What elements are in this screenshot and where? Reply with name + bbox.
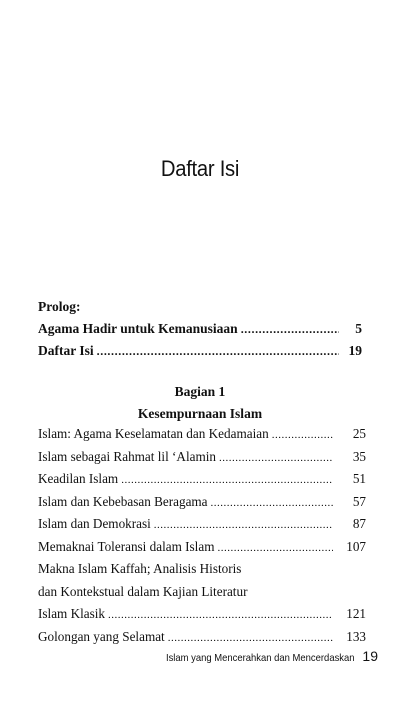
- toc-entry-page: 57: [352, 493, 366, 509]
- dot-leader: [108, 604, 333, 627]
- toc-entry[interactable]: [38, 423, 366, 446]
- toc-entry-continued[interactable]: [38, 581, 366, 604]
- prolog-heading-label: Prolog:: [38, 299, 81, 314]
- toc-entry-label: Islam Klasik: [38, 606, 106, 621]
- toc-entry-page: 133: [346, 628, 366, 644]
- toc-entry[interactable]: [38, 626, 366, 649]
- section-name: Kesempurnaan Islam: [137, 406, 263, 421]
- dot-leader: [97, 340, 339, 362]
- toc-entry[interactable]: [38, 491, 366, 514]
- toc-entry-page: 121: [346, 606, 366, 621]
- toc-entry[interactable]: [38, 513, 366, 536]
- toc-entry-label: Islam sebagai Rahmat lil ‘Alamin: [38, 448, 216, 464]
- dot-leader: [168, 627, 333, 650]
- toc-entry-label: Golongan yang Selamat: [38, 628, 165, 644]
- toc-entry-label: dan Kontekstual dalam Kajian Literatur: [38, 583, 248, 599]
- toc-entry-label: Makna Islam Kaffah; Analisis Historis: [38, 561, 242, 576]
- prolog-entry-page: 19: [348, 343, 362, 358]
- toc-entry-label: Keadilan Islam: [38, 471, 119, 486]
- prolog-entry-page: 5: [355, 321, 362, 336]
- dot-leader: [219, 447, 333, 470]
- dot-leader: [241, 318, 339, 340]
- prolog-entry-label: Agama Hadir untuk Kemanusiaan: [38, 321, 238, 336]
- dot-leader: [154, 514, 333, 537]
- toc-entry-label: Memaknai Toleransi dalam Islam: [38, 538, 215, 554]
- dot-leader: [211, 492, 333, 515]
- toc-entry-page: 51: [352, 471, 366, 486]
- toc-entry[interactable]: [38, 603, 366, 626]
- dot-leader: [121, 469, 333, 492]
- toc-entry[interactable]: [38, 468, 366, 491]
- section-heading: [0, 381, 400, 425]
- running-title: Islam yang Mencerahkan dan Mencerdaskan: [165, 652, 355, 664]
- toc-entry[interactable]: [38, 536, 366, 559]
- toc-entry-page: 87: [352, 516, 366, 531]
- prolog-heading: [38, 296, 362, 318]
- page-footer: [0, 648, 378, 664]
- dot-leader: [272, 424, 333, 447]
- dot-leader: [217, 537, 333, 560]
- toc-entry[interactable]: [38, 446, 366, 469]
- toc-entry-page: 35: [352, 448, 366, 464]
- page-number: 19: [362, 648, 378, 664]
- toc-entry-page: 25: [352, 426, 366, 441]
- toc-entry-continued[interactable]: [38, 558, 366, 581]
- toc-entry-label: Islam dan Demokrasi: [38, 516, 151, 531]
- prolog-section: [38, 296, 362, 362]
- toc-entry-label: Islam dan Kebebasan Beragama: [38, 493, 208, 509]
- prolog-entry[interactable]: [38, 318, 362, 340]
- section-part: Bagian 1: [174, 384, 226, 399]
- toc-entry-page: 107: [346, 538, 366, 554]
- prolog-entry-label: Daftar Isi: [38, 343, 94, 358]
- toc-entry-label: Islam: Agama Keselamatan dan Kedamaian: [38, 426, 269, 441]
- toc-list: [38, 423, 366, 648]
- prolog-entry[interactable]: [38, 340, 362, 362]
- page-title: Daftar Isi: [160, 156, 240, 181]
